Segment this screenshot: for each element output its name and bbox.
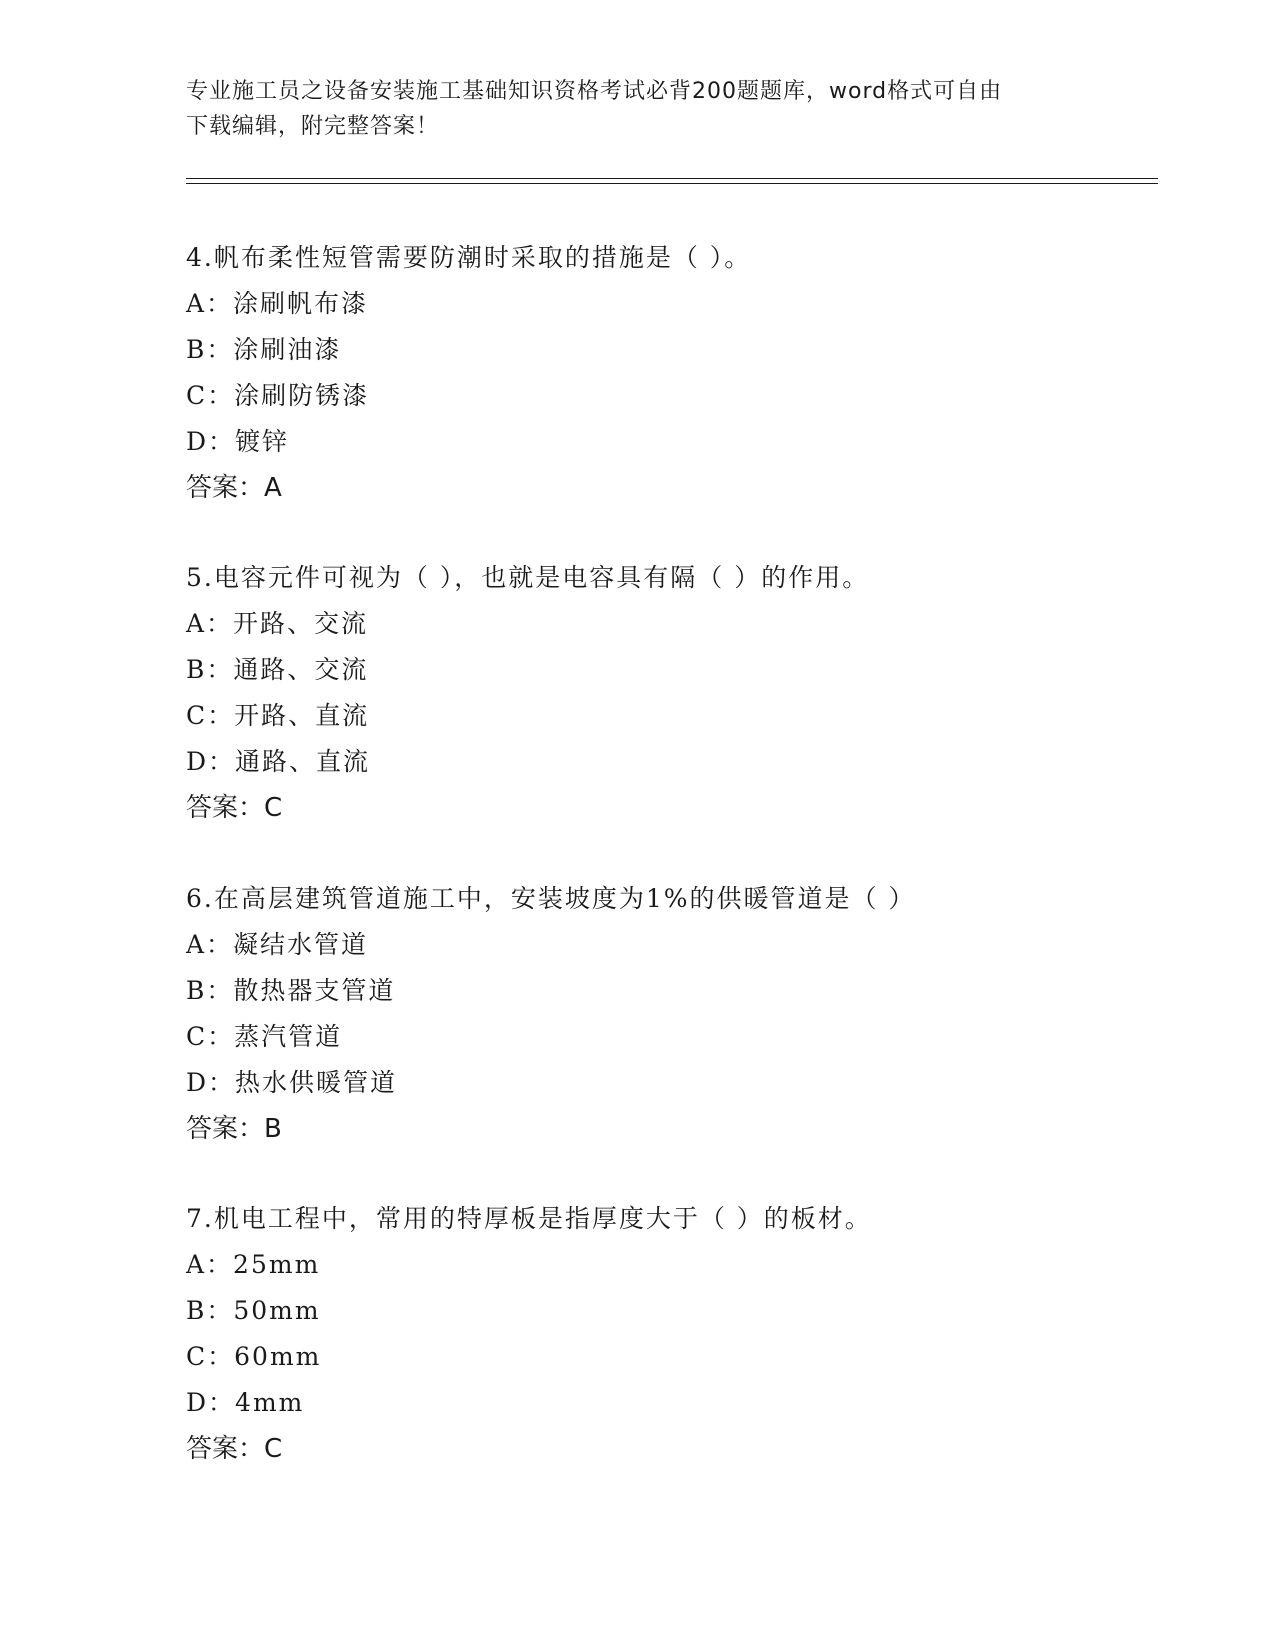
option-b: B：通路、交流 [186, 655, 369, 684]
option-c: C：蒸汽管道 [186, 1022, 343, 1051]
question-stem: 4.帆布柔性短管需要防潮时采取的措施是（ ）。 [186, 243, 752, 272]
question-stem: 5.电容元件可视为（ ），也就是电容具有隔（ ）的作用。 [186, 563, 870, 592]
header-divider-top [186, 178, 1158, 179]
answer-line: 答案：A [186, 473, 282, 503]
option-d: D：通路、直流 [186, 747, 371, 776]
header-divider-bottom [186, 183, 1158, 184]
question-stem: 6.在高层建筑管道施工中，安装坡度为1%的供暖管道是（ ） [186, 884, 916, 913]
question-stem: 7.机电工程中，常用的特厚板是指厚度大于（ ）的板材。 [186, 1204, 872, 1233]
answer-line: 答案：C [186, 793, 283, 823]
option-c: C：60mm [186, 1342, 322, 1371]
question-block [186, 876, 1156, 1152]
question-block [186, 1196, 1156, 1472]
option-b: B：涂刷油漆 [186, 335, 342, 364]
option-b: B：50mm [186, 1296, 321, 1325]
option-c: C：涂刷防锈漆 [186, 381, 370, 410]
option-d: D：镀锌 [186, 427, 290, 456]
option-a: A：开路、交流 [186, 609, 369, 638]
header-line-1: 专业施工员之设备安装施工基础知识资格考试必背200题题库，word格式可自由 [186, 79, 1003, 104]
option-d: D：4mm [186, 1388, 305, 1417]
question-block [186, 235, 1156, 511]
document-header [186, 74, 1086, 144]
answer-line: 答案：C [186, 1434, 283, 1464]
answer-line: 答案：B [186, 1114, 282, 1144]
option-a: A：凝结水管道 [186, 930, 369, 959]
option-d: D：热水供暖管道 [186, 1068, 398, 1097]
option-a: A：涂刷帆布漆 [186, 289, 369, 318]
header-line-2: 下载编辑，附完整答案！ [186, 114, 440, 139]
option-c: C：开路、直流 [186, 701, 370, 730]
question-block [186, 555, 1156, 831]
option-b: B：散热器支管道 [186, 976, 396, 1005]
option-a: A：25mm [186, 1250, 321, 1279]
